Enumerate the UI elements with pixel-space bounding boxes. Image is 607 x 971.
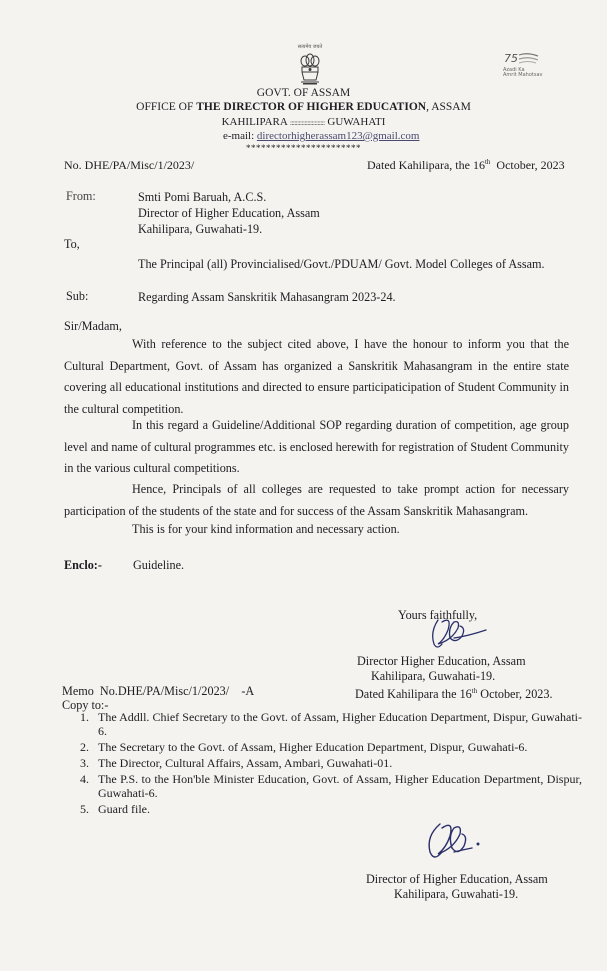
address-right: GUWAHATI: [327, 116, 386, 128]
from-line-1: Smti Pomi Baruah, A.C.S.: [138, 190, 267, 204]
azadi-caption-1: Azadi Ka: [503, 67, 525, 73]
office-title: [0, 101, 607, 113]
azadi-caption-2: Amrit Mahotsav: [503, 72, 543, 78]
memo-date-prefix: Dated Kahilipara the 16: [355, 687, 472, 702]
copy-item-1: 1. The Addll. Chief Secretary to the Govt. of Assam, Higher Education Department, Dispur, Guwahati-6.: [92, 710, 582, 738]
azadi-logo-icon: [502, 50, 542, 68]
subject-text: Regarding Assam Sanskritik Mahasangram 2023-24.: [138, 290, 396, 304]
address-left: KAHILIPARA: [221, 116, 288, 128]
from-line-3: Kahilipara, Guwahati-19.: [138, 222, 263, 236]
to-line-1: The Principal (all) Provincialised/Govt./PDUAM/ Govt. Model Colleges of Assam.: [138, 257, 545, 271]
copy-item-4: 4. The P.S. to the Hon'ble Minister Education, Govt. of Assam, Higher Education Department, Dispur, Guwahati-6.: [92, 772, 582, 800]
address-dots: ::::::::::::::::::::::::: [289, 119, 325, 127]
reference-number: No. DHE/PA/Misc/1/2023/: [64, 158, 195, 172]
final-sig-line-2: Kahilipara, Guwahati-19.: [394, 887, 519, 901]
signature-1-icon: [424, 614, 490, 654]
paragraph-4: This is for your kind information and necessary action.: [132, 522, 400, 536]
govt-title: GOVT. OF ASSAM: [256, 87, 351, 99]
enclosure-label: Enclo:-: [64, 558, 102, 572]
copy-to-list: [78, 710, 582, 818]
office-suffix: , ASSAM: [426, 101, 471, 113]
svg-text:75: 75: [504, 52, 518, 65]
office-address: [0, 116, 607, 128]
memo-date-sup: th: [471, 687, 478, 695]
email-line: [223, 130, 419, 142]
paragraph-3: Hence, Principals of all colleges are requested to take prompt action for necessary participation of the students of the state and for success of the Assam Sanskritik Mahasangram.: [64, 482, 569, 518]
to-label: To,: [64, 237, 80, 251]
office-prefix: OFFICE OF: [136, 101, 197, 113]
copy-item-5: 5. Guard file.: [92, 802, 582, 816]
paragraph-2: In this regard a Guideline/Additional SOP regarding duration of competition, age group level and name of cultural programmes etc. is enclosed herewith for registration of Student Community in the various cultural competitions.: [64, 418, 569, 475]
signature-2-icon: [422, 818, 486, 866]
copy-to-label: Copy to:-: [62, 698, 109, 712]
memo-date-suffix: October, 2023.: [477, 687, 553, 702]
copy-item-2: 2. The Secretary to the Govt. of Assam, Higher Education Department, Dispur, Guwahati-6.: [92, 740, 582, 754]
salutation: Sir/Madam,: [64, 319, 122, 333]
from-label: From:: [66, 189, 96, 203]
emblem-caption: सत्यमेव जयते: [297, 44, 323, 50]
memo-number: Memo No.DHE/PA/Misc/1/2023/ -A: [62, 684, 255, 698]
reference-date-sup: th: [484, 158, 491, 166]
header-stars: ***********************: [246, 143, 361, 153]
reference-date-prefix: Dated Kahilipara, the 16: [367, 158, 485, 172]
subject-label: Sub:: [66, 289, 89, 303]
enclosure-text: Guideline.: [133, 558, 185, 572]
paragraph-1: With reference to the subject cited above, I have the honour to inform you that the Cultural Department, Govt. of Assam has organized a Sanskritik Mahasangram in the entire state covering all educational institutions and directed to ensure participaticipation of Student Community in the cultural competition.: [64, 337, 569, 416]
signoff-line-1: Director Higher Education, Assam: [357, 654, 526, 668]
signoff-line-2: Kahilipara, Guwahati-19.: [371, 669, 496, 683]
from-line-2: Director of Higher Education, Assam: [138, 206, 320, 220]
state-emblem-icon: [299, 52, 321, 86]
final-sig-line-1: Director of Higher Education, Assam: [366, 872, 548, 886]
copy-item-3: 3. The Director, Cultural Affairs, Assam, Ambari, Guwahati-01.: [92, 756, 582, 770]
memo-date: [355, 681, 553, 705]
email-label: e-mail:: [223, 130, 257, 142]
reference-date-suffix: October, 2023: [496, 158, 565, 172]
office-bold: THE DIRECTOR OF HIGHER EDUCATION: [196, 101, 427, 113]
reference-date: [367, 158, 565, 173]
closing: Yours faithfully,: [398, 608, 478, 622]
email-link[interactable]: directorhigherassam123@gmail.com: [256, 130, 420, 142]
